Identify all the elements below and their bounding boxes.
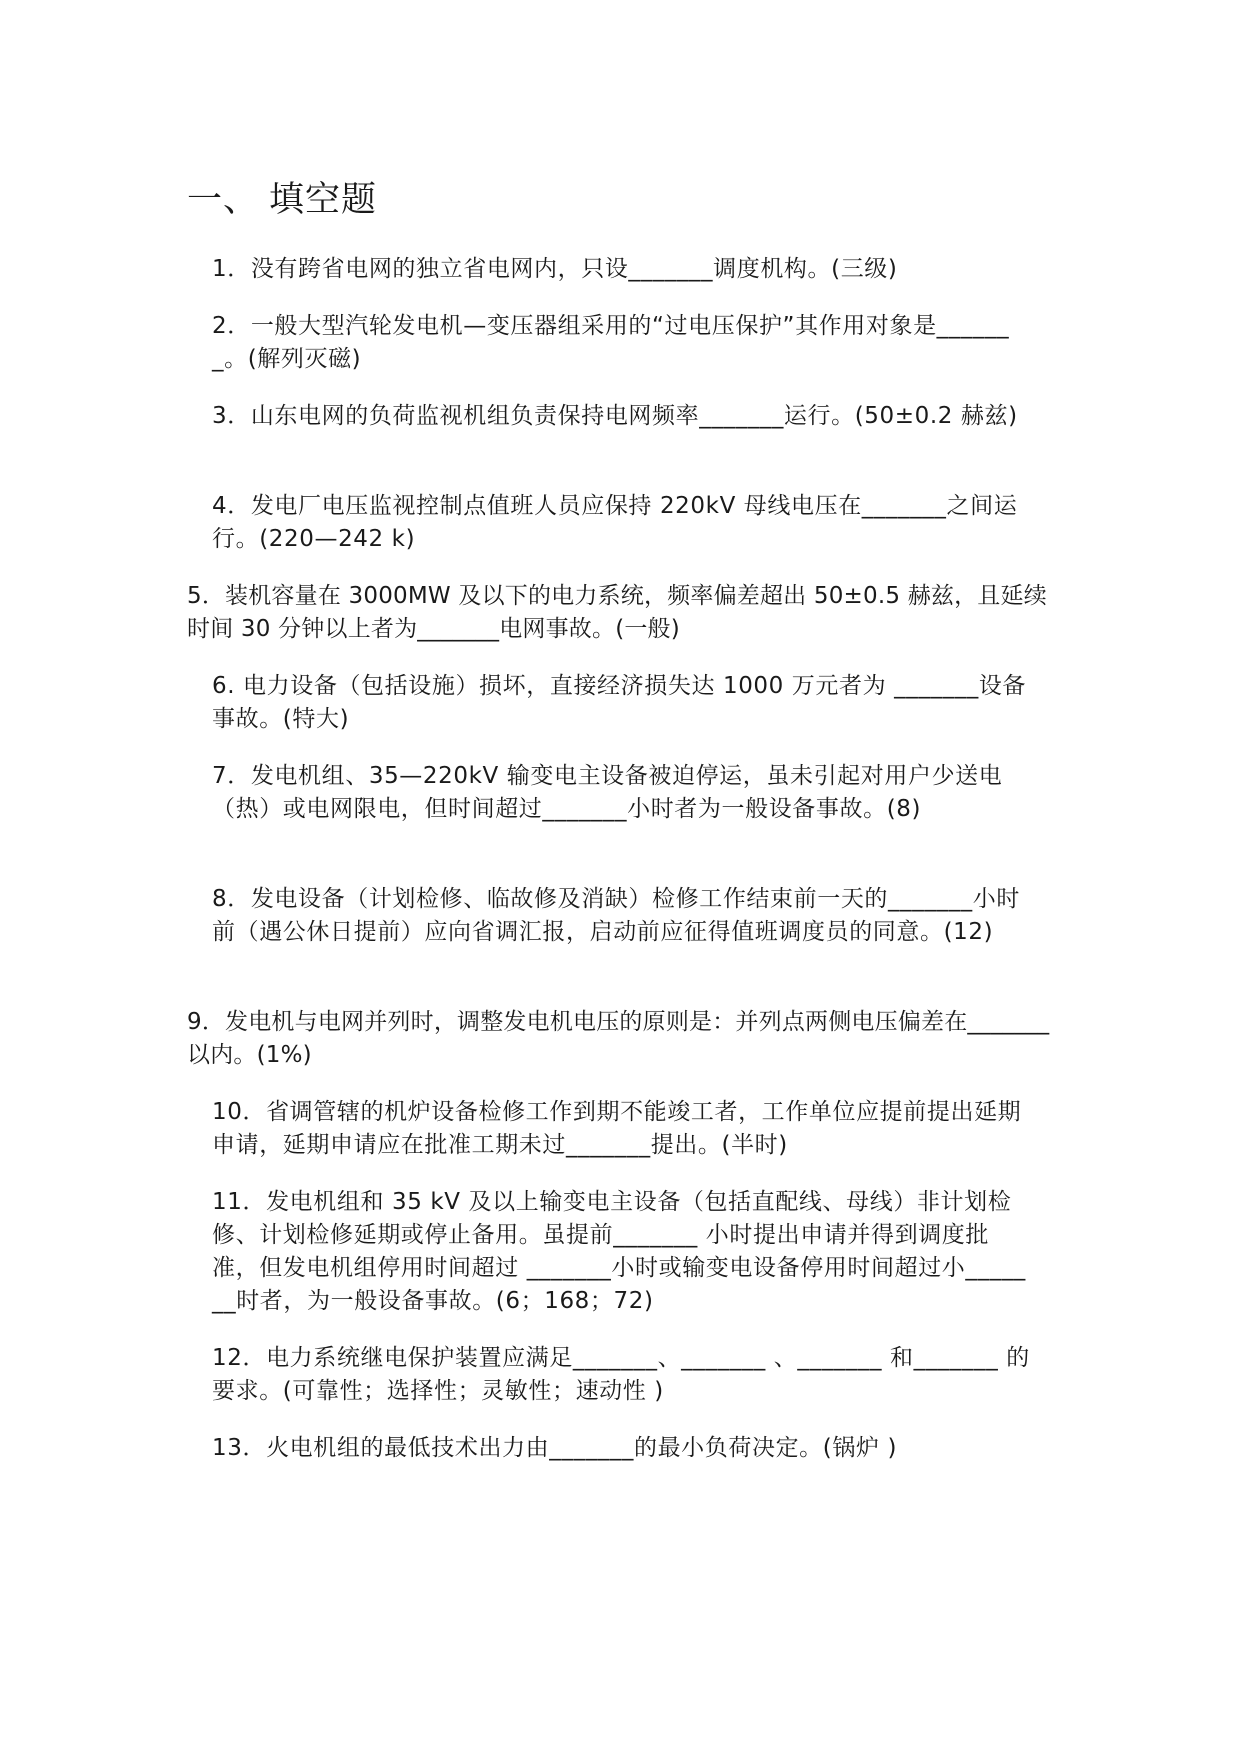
section-title: 填空题: [269, 180, 378, 220]
question-7: 7．发电机组、35—220kV 输变电主设备被迫停运，虽未引起对用户少送电（热）或电网限电，但时间超过_______小时者为一般设备事故。(8): [212, 763, 1003, 822]
question-13: 13．火电机组的最低技术出力由_______的最小负荷决定。(锅炉 ): [212, 1435, 898, 1461]
question-5: 5．装机容量在 3000MW 及以下的电力系统，频率偏差超出 50±0.5 赫兹，且延续时间 30 分钟以上者为_______电网事故。(一般): [187, 583, 1047, 642]
question-6: 6. 电力设备（包括设施）损坏，直接经济损失达 1000 万元者为 _______设备事故。(特大): [212, 673, 1027, 732]
question-12: 12．电力系统继电保护装置应满足_______、_______ 、_______ 和_______ 的要求。(可靠性；选择性；灵敏性；速动性 ): [212, 1345, 1030, 1404]
section-number: 一、: [187, 180, 260, 220]
question-2: 2．一般大型汽轮发电机—变压器组采用的“过电压保护”其作用对象是_______。(解列灭磁): [212, 313, 1010, 372]
question-11: 11．发电机组和 35 kV 及以上输变电主设备（包括直配线、母线）非计划检修、计划检修延期或停止备用。虽提前_______ 小时提出申请并得到调度批准，但发电机组停用时间超过 _______小时或输变电设备停用时间超过小_______时者，为一般设备事故。(6；168；72): [212, 1189, 1026, 1314]
question-8: 8．发电设备（计划检修、临故修及消缺）检修工作结束前一天的_______小时前（遇公休日提前）应向省调汇报，启动前应征得值班调度员的同意。(12): [212, 886, 1020, 945]
question-4: 4．发电厂电压监视控制点值班人员应保持 220kV 母线电压在_______之间运行。(220—242 k): [212, 493, 1018, 552]
question-10: 10．省调管辖的机炉设备检修工作到期不能竣工者，工作单位应提前提出延期申请，延期申请应在批准工期未过_______提出。(半时): [212, 1099, 1022, 1158]
question-1: 1．没有跨省电网的独立省电网内，只设_______调度机构。(三级): [212, 256, 898, 282]
question-9: 9．发电机与电网并列时，调整发电机电压的原则是：并列点两侧电压偏差在_______以内。(1%): [187, 1009, 1050, 1068]
question-3: 3．山东电网的负荷监视机组负责保持电网频率_______运行。(50±0.2 赫兹): [212, 403, 1018, 429]
section-heading: [187, 172, 377, 222]
